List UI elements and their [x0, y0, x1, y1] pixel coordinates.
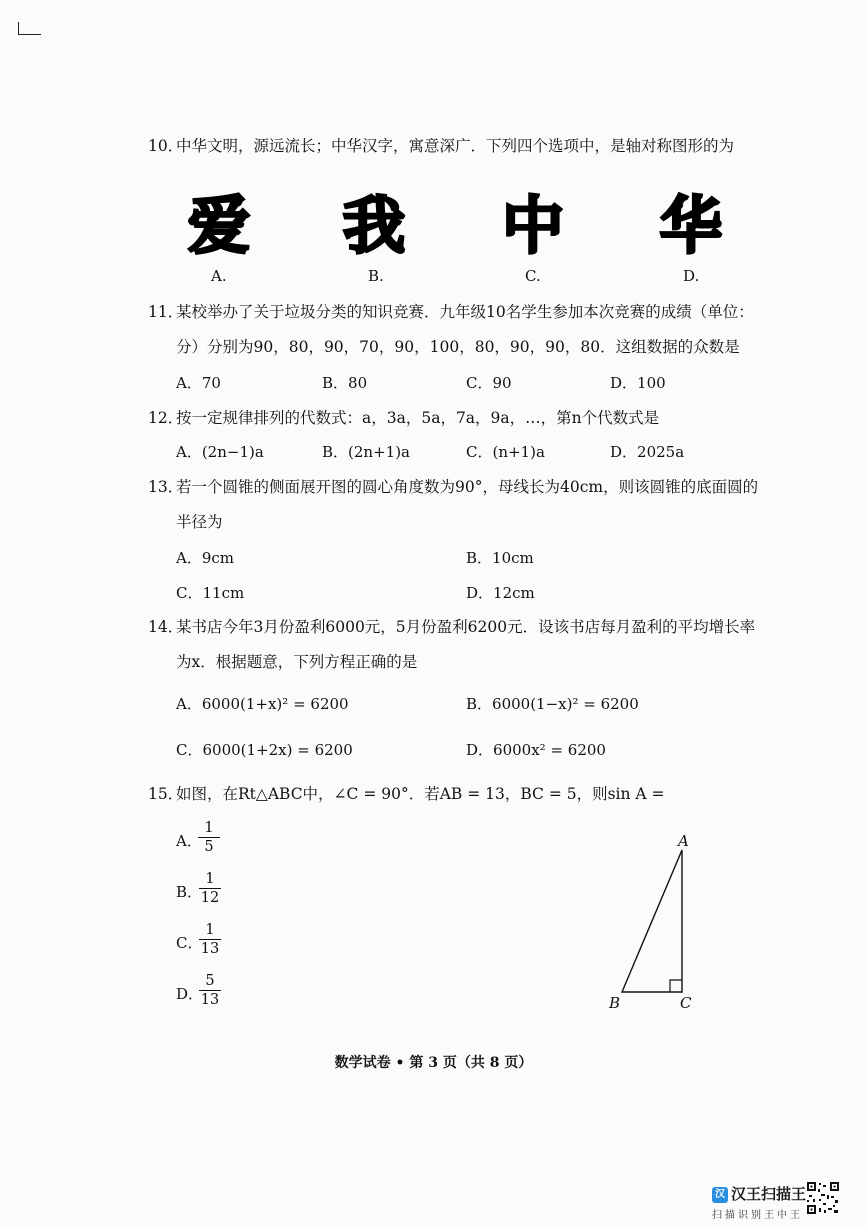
scanner-watermark: [712, 1183, 806, 1221]
option-c: C．6000(1+2x) = 6200: [176, 741, 353, 759]
question-10: [148, 135, 734, 157]
option-c-fraction: [199, 922, 221, 959]
option-b-letter: B．: [176, 883, 203, 901]
triangle-abc: [622, 850, 682, 992]
numerator: 1: [199, 871, 221, 889]
numerator: 5: [199, 973, 221, 991]
option-char-d: 华: [660, 189, 723, 262]
question-11: [148, 301, 754, 323]
denominator: 13: [200, 992, 220, 1008]
question-14-line-2: 为x．根据题意，下列方程正确的是: [176, 653, 418, 671]
option-letter-a: A.: [211, 267, 227, 285]
question-number: 15．: [148, 785, 184, 803]
question-text: 某校举办了关于垃圾分类的知识竞赛．九年级10名学生参加本次竞赛的成绩（单位：: [176, 303, 754, 321]
option-letter-b: B.: [368, 267, 384, 285]
vertex-label-b: B: [609, 994, 621, 1012]
question-text: 中华文明，源远流长；中华汉字，寓意深广．下列四个选项中，是轴对称图形的为: [176, 137, 735, 155]
question-number: 10．: [148, 137, 184, 155]
scanner-logo-icon: 汉: [712, 1187, 728, 1203]
option-a-fraction: [198, 820, 220, 857]
question-14: [148, 616, 755, 638]
question-number: 13．: [148, 478, 184, 496]
question-text: 某书店今年3月份盈利6000元，5月份盈利6200元．设该书店每月盈利的平均增长率: [176, 618, 756, 636]
vertex-label-c: C: [680, 994, 692, 1012]
option-c: C．11cm: [176, 584, 245, 602]
question-11-line-2: 分）分别为90，80，90，70，90，100，80，90，90，80．这组数据的众数是: [176, 338, 740, 356]
option-d: D．100: [610, 374, 666, 392]
right-angle-mark: [670, 980, 682, 992]
option-d: D．2025a: [610, 443, 685, 461]
scanner-brand-name: 汉王扫描王: [731, 1185, 807, 1203]
question-13-line-2: 半径为: [176, 513, 223, 531]
option-c: C．(n+1)a: [466, 443, 545, 461]
option-b-fraction: [199, 871, 221, 908]
option-a: A．(2n−1)a: [176, 443, 264, 461]
question-text: 若一个圆锥的侧面展开图的圆心角度数为90°，母线长为40cm，则该圆锥的底面圆的: [176, 478, 759, 496]
option-d: D．12cm: [466, 584, 535, 602]
option-d: D．6000x² = 6200: [466, 741, 606, 759]
question-number: 14．: [148, 618, 184, 636]
question-12: [148, 407, 659, 429]
qr-code-icon: [806, 1181, 840, 1215]
option-char-a: 爱: [188, 189, 251, 262]
option-a: A．70: [176, 374, 221, 392]
option-char-c: 中: [502, 189, 565, 262]
denominator: 13: [200, 941, 220, 957]
scanner-tagline: 扫描识别王中王: [712, 1210, 803, 1221]
numerator: 1: [198, 820, 220, 838]
numerator: 1: [199, 922, 221, 940]
option-a-letter: A．: [176, 832, 202, 850]
option-d-fraction: [199, 973, 221, 1010]
triangle-figure: [600, 840, 710, 1015]
denominator: 12: [200, 890, 220, 906]
option-b: B．10cm: [466, 549, 534, 567]
crop-mark: [18, 22, 41, 35]
question-15: [148, 783, 665, 805]
option-c-letter: C．: [176, 934, 203, 952]
option-b: B．6000(1−x)² = 6200: [466, 695, 639, 713]
question-number: 12．: [148, 409, 184, 427]
option-a: A．6000(1+x)² = 6200: [176, 695, 349, 713]
question-number: 11．: [148, 303, 184, 321]
option-char-b: 我: [343, 189, 406, 262]
question-text: 如图，在Rt△ABC中，∠C = 90°．若AB = 13，BC = 5，则sin A =: [176, 785, 665, 803]
option-b: B．(2n+1)a: [322, 443, 410, 461]
page-footer: 数学试卷 • 第 3 页（共 8 页）: [334, 1055, 533, 1071]
option-letter-d: D.: [683, 267, 700, 285]
question-13: [148, 476, 758, 498]
option-c: C．90: [466, 374, 512, 392]
vertex-label-a: A: [678, 832, 689, 850]
option-b: B．80: [322, 374, 368, 392]
denominator: 5: [204, 839, 214, 855]
option-a: A．9cm: [176, 549, 235, 567]
option-letter-c: C.: [525, 267, 541, 285]
option-d-letter: D．: [176, 985, 204, 1003]
question-text: 按一定规律排列的代数式：a，3a，5a，7a，9a，…，第n个代数式是: [176, 409, 660, 427]
